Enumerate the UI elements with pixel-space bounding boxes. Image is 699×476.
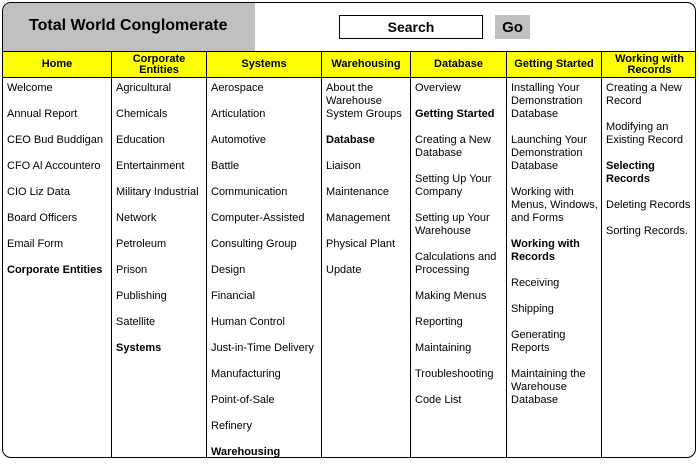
link-item[interactable]: Sorting Records. [606, 225, 688, 237]
link-item[interactable]: Creating a New Database [415, 134, 491, 159]
link-item[interactable]: About the Warehouse System Groups [326, 82, 402, 120]
link-item[interactable]: Maintaining the Warehouse Database [511, 368, 586, 406]
link-item[interactable]: Chemicals [116, 108, 168, 120]
link-item[interactable]: Petroleum [116, 238, 167, 250]
link-item[interactable]: Just-in-Time Delivery [211, 342, 314, 354]
link-item[interactable]: Agricultural [116, 82, 172, 94]
link-columns [3, 77, 696, 458]
link-item[interactable]: Financial [211, 290, 256, 302]
link-item[interactable]: Communication [211, 186, 288, 198]
link-item[interactable]: Warehousing [211, 446, 281, 458]
link-item[interactable]: Liaison [326, 160, 361, 172]
link-item[interactable]: Maintaining [415, 342, 472, 354]
nav-tab-working-with-records[interactable]: Working with Records [602, 52, 696, 77]
link-item[interactable]: Aerospace [211, 82, 264, 94]
link-item[interactable]: Refinery [211, 420, 252, 432]
link-item[interactable]: Design [211, 264, 246, 276]
nav-bar [3, 51, 696, 78]
column-database [411, 77, 507, 458]
link-item[interactable]: CEO Bud Buddigan [7, 134, 104, 146]
link-item[interactable]: Database [326, 134, 375, 146]
link-item[interactable]: Manufacturing [211, 368, 281, 380]
column-systems [207, 77, 322, 458]
link-item[interactable]: Working with Menus, Windows, and Forms [511, 186, 598, 224]
link-item[interactable]: Systems [116, 342, 162, 354]
link-item[interactable]: Prison [116, 264, 148, 276]
nav-tab-home[interactable]: Home [3, 52, 112, 77]
link-item[interactable]: Launching Your Demonstration Database [511, 134, 587, 172]
link-item[interactable]: Shipping [511, 303, 554, 315]
column-corporate-entities [112, 77, 207, 458]
column-getting-started [507, 77, 602, 458]
link-item[interactable]: Getting Started [415, 108, 495, 120]
link-item[interactable]: Reporting [415, 316, 463, 328]
nav-tab-warehousing[interactable]: Warehousing [322, 52, 411, 77]
nav-tab-corporate-entities[interactable]: Corporate Entities [112, 52, 207, 77]
link-item[interactable]: Board Officers [7, 212, 78, 224]
link-item[interactable]: Battle [211, 160, 240, 172]
link-item[interactable]: Articulation [211, 108, 266, 120]
link-item[interactable]: Making Menus [415, 290, 487, 302]
link-item[interactable]: Welcome [7, 82, 53, 94]
link-item[interactable]: Generating Reports [511, 329, 566, 354]
link-item[interactable]: Consulting Group [211, 238, 297, 250]
link-item[interactable]: CIO Liz Data [7, 186, 70, 198]
column-working-with-records [602, 77, 696, 458]
header [3, 3, 696, 52]
link-item[interactable]: Automotive [211, 134, 267, 146]
link-item[interactable]: Satellite [116, 316, 156, 328]
link-item[interactable]: Education [116, 134, 165, 146]
link-item[interactable]: Deleting Records [606, 199, 691, 211]
link-item[interactable]: Management [326, 212, 391, 224]
site-frame [2, 2, 696, 458]
link-item[interactable]: Setting Up Your Company [415, 173, 492, 198]
link-item[interactable]: Point-of-Sale [211, 394, 275, 406]
link-item[interactable]: CFO Al Accountero [7, 160, 101, 172]
link-item[interactable]: Publishing [116, 290, 167, 302]
link-item[interactable]: Receiving [511, 277, 560, 289]
link-item[interactable]: Entertainment [116, 160, 185, 172]
link-item[interactable]: Physical Plant [326, 238, 396, 250]
link-item[interactable]: Computer-Assisted [211, 212, 305, 224]
link-item[interactable]: Maintenance [326, 186, 389, 198]
link-item[interactable]: Selecting Records [606, 160, 655, 185]
link-item[interactable]: Code List [415, 394, 462, 406]
column-warehousing [322, 77, 411, 458]
nav-tab-systems[interactable]: Systems [207, 52, 322, 77]
nav-tab-getting-started[interactable]: Getting Started [507, 52, 602, 77]
link-item[interactable]: Modifying an Existing Record [606, 121, 684, 146]
site-title: Total World Conglomerate [29, 17, 228, 34]
go-button[interactable]: Go [495, 15, 530, 39]
title-box [3, 3, 255, 51]
link-item[interactable]: Update [326, 264, 362, 276]
link-item[interactable]: Setting up Your Warehouse [415, 212, 490, 237]
link-item[interactable]: Overview [415, 82, 461, 94]
link-item[interactable]: Email Form [7, 238, 64, 250]
search-input[interactable] [339, 15, 483, 39]
link-item[interactable]: Working with Records [511, 238, 580, 263]
link-item[interactable]: Installing Your Demonstration Database [511, 82, 583, 120]
link-item[interactable]: Annual Report [7, 108, 78, 120]
link-item[interactable]: Creating a New Record [606, 82, 682, 107]
link-item[interactable]: Human Control [211, 316, 285, 328]
link-item[interactable]: Troubleshooting [415, 368, 494, 380]
link-item[interactable]: Corporate Entities [7, 264, 103, 276]
nav-tab-database[interactable]: Database [411, 52, 507, 77]
column-home [3, 77, 112, 458]
link-item[interactable]: Network [116, 212, 157, 224]
link-item[interactable]: Calculations and Processing [415, 251, 497, 276]
link-item[interactable]: Military Industrial [116, 186, 199, 198]
